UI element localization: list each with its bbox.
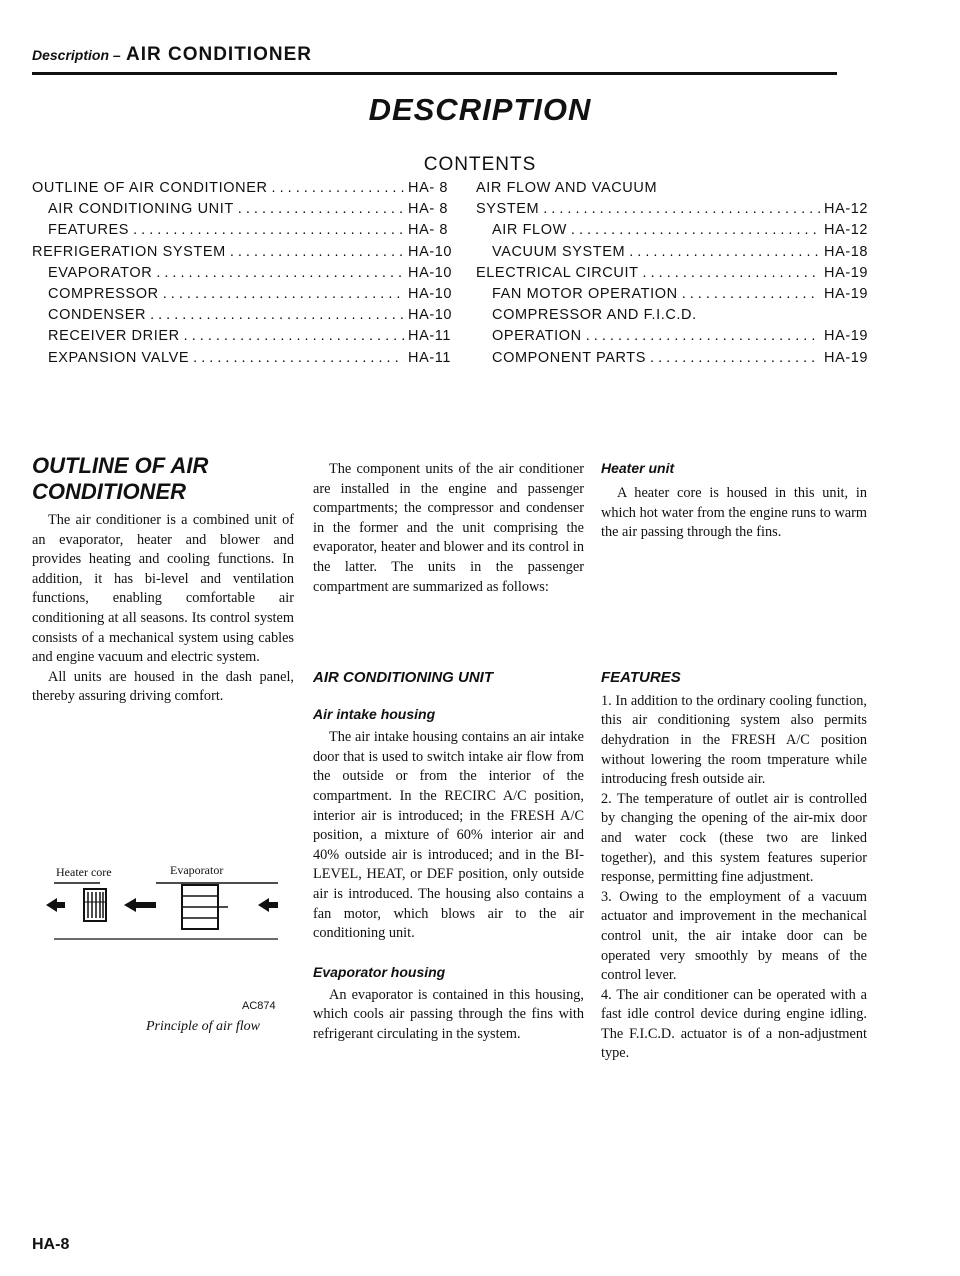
- toc-entry: [476, 263, 868, 284]
- toc-entry-page: HA-19: [824, 349, 869, 366]
- page-number: HA-8: [32, 1236, 70, 1253]
- outline-paragraph: All units are housed in the dash panel, thereby assuring driving comfort.: [32, 668, 294, 705]
- toc-leader-dots: [184, 326, 404, 347]
- toc-entry-page: HA-10: [408, 243, 453, 260]
- outline-paragraph: The air conditioner is a combined unit of an evaporator, heater and blower and provides heating and cooling functions. In addition, it has bi-level and ventilation functions, enabling comfortable air conditioning at all seasons. Its control system consists of a mechanical system using cables and engine vacuum and electric system.: [32, 512, 294, 666]
- toc-leader-dots: [133, 220, 404, 241]
- left-arrow-icon: [46, 898, 65, 912]
- intro-paragraph: The component units of the air conditioner are installed in the engine and passenger compartments; the compressor and condenser in the former and the unit comprising the evaporator, heater and blower and its control in the latter. The units in the passenger compartment are summarized as follows:: [313, 461, 584, 595]
- toc-right-column: [476, 178, 868, 369]
- toc-leader-dots: [156, 263, 404, 284]
- toc-leader-dots: [150, 305, 404, 326]
- toc-entry-title: FEATURES: [48, 222, 130, 239]
- toc-leader-dots: [163, 284, 404, 305]
- toc-entry-title: COMPONENT PARTS: [492, 349, 647, 366]
- heater-unit-heading: Heater unit: [601, 460, 675, 476]
- toc-entry-title: COMPRESSOR AND F.I.C.D.: [492, 307, 697, 324]
- toc-entry-title: AIR FLOW: [492, 222, 567, 239]
- feature-item: 2. The temperature of outlet air is controlled by changing the opening of the air-mix door and water cock (these two are linked together), and this system features superior response, permitting fine adjustment.: [601, 790, 867, 886]
- toc-leader-dots: [682, 284, 820, 305]
- outline-body: [32, 511, 294, 707]
- page-title: DESCRIPTION: [368, 92, 592, 127]
- toc-entry-page: HA-12: [824, 222, 869, 239]
- right-arrow-icon: [258, 898, 278, 912]
- header-rule: [32, 72, 837, 75]
- toc-entry-title: ELECTRICAL CIRCUIT: [476, 264, 639, 281]
- air-flow-diagram: [46, 877, 286, 947]
- toc-entry-title: CONDENSER: [48, 307, 147, 324]
- toc-entry-title: REFRIGERATION SYSTEM: [32, 243, 226, 260]
- evaporator-body: [313, 986, 584, 1045]
- toc-entry: [32, 242, 452, 263]
- toc-leader-dots: [586, 326, 820, 347]
- evaporator-label: Evaporator: [170, 863, 224, 877]
- toc-leader-dots: [230, 242, 404, 263]
- toc-entry-page: HA-10: [408, 286, 453, 303]
- toc-entry-title: OUTLINE OF AIR CONDITIONER: [32, 180, 268, 196]
- feature-item: 3. Owing to the employment of a vacuum actuator and improvement in the mechanical control unit, the air intake door can be operated very smoothly by means of the control lever.: [601, 888, 867, 984]
- toc-entry-title: EVAPORATOR: [48, 264, 153, 281]
- middle-arrow-icon: [124, 898, 156, 912]
- toc-entry-page: HA-18: [824, 243, 869, 260]
- toc-entry: [476, 284, 868, 305]
- toc-entry: [32, 199, 452, 220]
- toc-entry-page: HA-10: [408, 307, 453, 324]
- toc-entry-title: AIR FLOW AND VACUUM: [476, 180, 658, 196]
- evaporator-heading: Evaporator housing: [313, 963, 446, 980]
- toc-left-column: [32, 178, 452, 369]
- toc-entry: [32, 326, 452, 347]
- toc-leader-dots: [629, 242, 820, 263]
- intake-heading: Air intake housing: [313, 706, 436, 723]
- features-body: [601, 692, 867, 1064]
- toc-entry-title: COMPRESSOR: [48, 286, 159, 303]
- toc-entry-page: HA-19: [824, 328, 869, 345]
- toc-entry-page: HA- 8: [408, 222, 449, 239]
- heater-core-icon: [84, 889, 106, 921]
- toc-entry-page: HA- 8: [408, 201, 449, 218]
- outline-heading-line1: OUTLINE OF AIR: [32, 453, 209, 478]
- toc-entry: [476, 242, 868, 263]
- features-heading: FEATURES: [601, 668, 681, 686]
- header-section: AIR CONDITIONER: [125, 44, 312, 65]
- toc-leader-dots: [272, 178, 404, 199]
- toc-leader-dots: [543, 199, 820, 220]
- toc-entry-page: HA-19: [824, 264, 869, 281]
- toc-entry: [32, 178, 452, 199]
- right-column: [601, 460, 867, 1064]
- toc-entry: [476, 178, 868, 199]
- figure-caption: Principle of air flow: [146, 1019, 260, 1034]
- toc-entry-title: EXPANSION VALVE: [48, 349, 190, 366]
- header-prefix: Description –: [32, 47, 121, 63]
- running-header: [32, 44, 312, 66]
- toc-entry: [476, 220, 868, 241]
- contents-heading: CONTENTS: [423, 154, 537, 175]
- toc-entry: [32, 305, 452, 326]
- toc-leader-dots: [238, 199, 404, 220]
- heater-unit-paragraph: A heater core is housed in this unit, in which hot water from the engine runs to warm the air passing through the fins.: [601, 485, 867, 541]
- toc-entry-title: AIR CONDITIONING UNIT: [48, 201, 234, 218]
- toc-entry: [32, 284, 452, 305]
- middle-column: [313, 460, 584, 1044]
- outline-heading: [32, 453, 294, 505]
- feature-item: 4. The air conditioner can be operated with a fast idle control device during engine idling. The F.I.C.D. actuator is of a non-adjustment type.: [601, 986, 867, 1062]
- toc-leader-dots: [571, 220, 820, 241]
- toc-leader-dots: [193, 348, 404, 369]
- intro-body: [313, 460, 584, 597]
- evaporator-icon: [182, 885, 228, 929]
- toc-entry-title: RECEIVER DRIER: [48, 328, 180, 345]
- toc-entry: [32, 220, 452, 241]
- toc-entry-page: HA-11: [408, 349, 452, 366]
- intake-body: [313, 728, 584, 944]
- figure-code: AC874: [242, 1000, 276, 1012]
- toc-entry-page: HA-19: [824, 286, 869, 303]
- outline-column: [32, 453, 294, 707]
- heater-unit-body: [601, 484, 867, 543]
- toc-entry: [476, 348, 868, 369]
- outline-heading-line2: CONDITIONER: [32, 479, 186, 504]
- intake-paragraph: The air intake housing contains an air intake door that is used to switch intake air flow from the outside or from the interior of the compartment. In the RECIRC A/C position, interior air is introduced; in the FRESH A/C position, a mixture of 60% interior air and 40% outside air is introduced; and in the BI-LEVEL, HEAT, or DEF position, only outside air is introduced. The housing also contains a fan motor, which blows air to the air conditioning unit.: [313, 729, 584, 942]
- toc-entry-page: HA-12: [824, 201, 869, 218]
- toc-entry: [476, 326, 868, 347]
- toc-entry-title: OPERATION: [492, 328, 582, 345]
- evaporator-paragraph: An evaporator is contained in this housing, which cools air passing through the fins with refrigerant circulating in the system.: [313, 986, 584, 1042]
- toc-leader-dots: [643, 263, 820, 284]
- toc-entry-page: HA-11: [408, 328, 452, 345]
- toc-entry-title: FAN MOTOR OPERATION: [492, 286, 678, 303]
- air-flow-figure: [46, 865, 286, 1035]
- toc-entry-page: HA-10: [408, 264, 453, 281]
- ac-unit-heading: AIR CONDITIONING UNIT: [313, 669, 493, 687]
- toc-entry: [32, 263, 452, 284]
- toc-entry-title: VACUUM SYSTEM: [492, 243, 626, 260]
- toc-leader-dots: [650, 348, 820, 369]
- toc-entry-page: HA- 8: [408, 180, 449, 196]
- toc-entry: [476, 199, 868, 220]
- toc-entry: [32, 348, 452, 369]
- heater-core-label: Heater core: [56, 865, 112, 879]
- toc-entry-title: SYSTEM: [476, 201, 540, 218]
- feature-item: 1. In addition to the ordinary cooling function, this air conditioning system also permits dehydration in the FRESH A/C position without lowering the room tmperature while introducing fresh outside air.: [601, 692, 867, 788]
- toc-entry: [476, 305, 868, 326]
